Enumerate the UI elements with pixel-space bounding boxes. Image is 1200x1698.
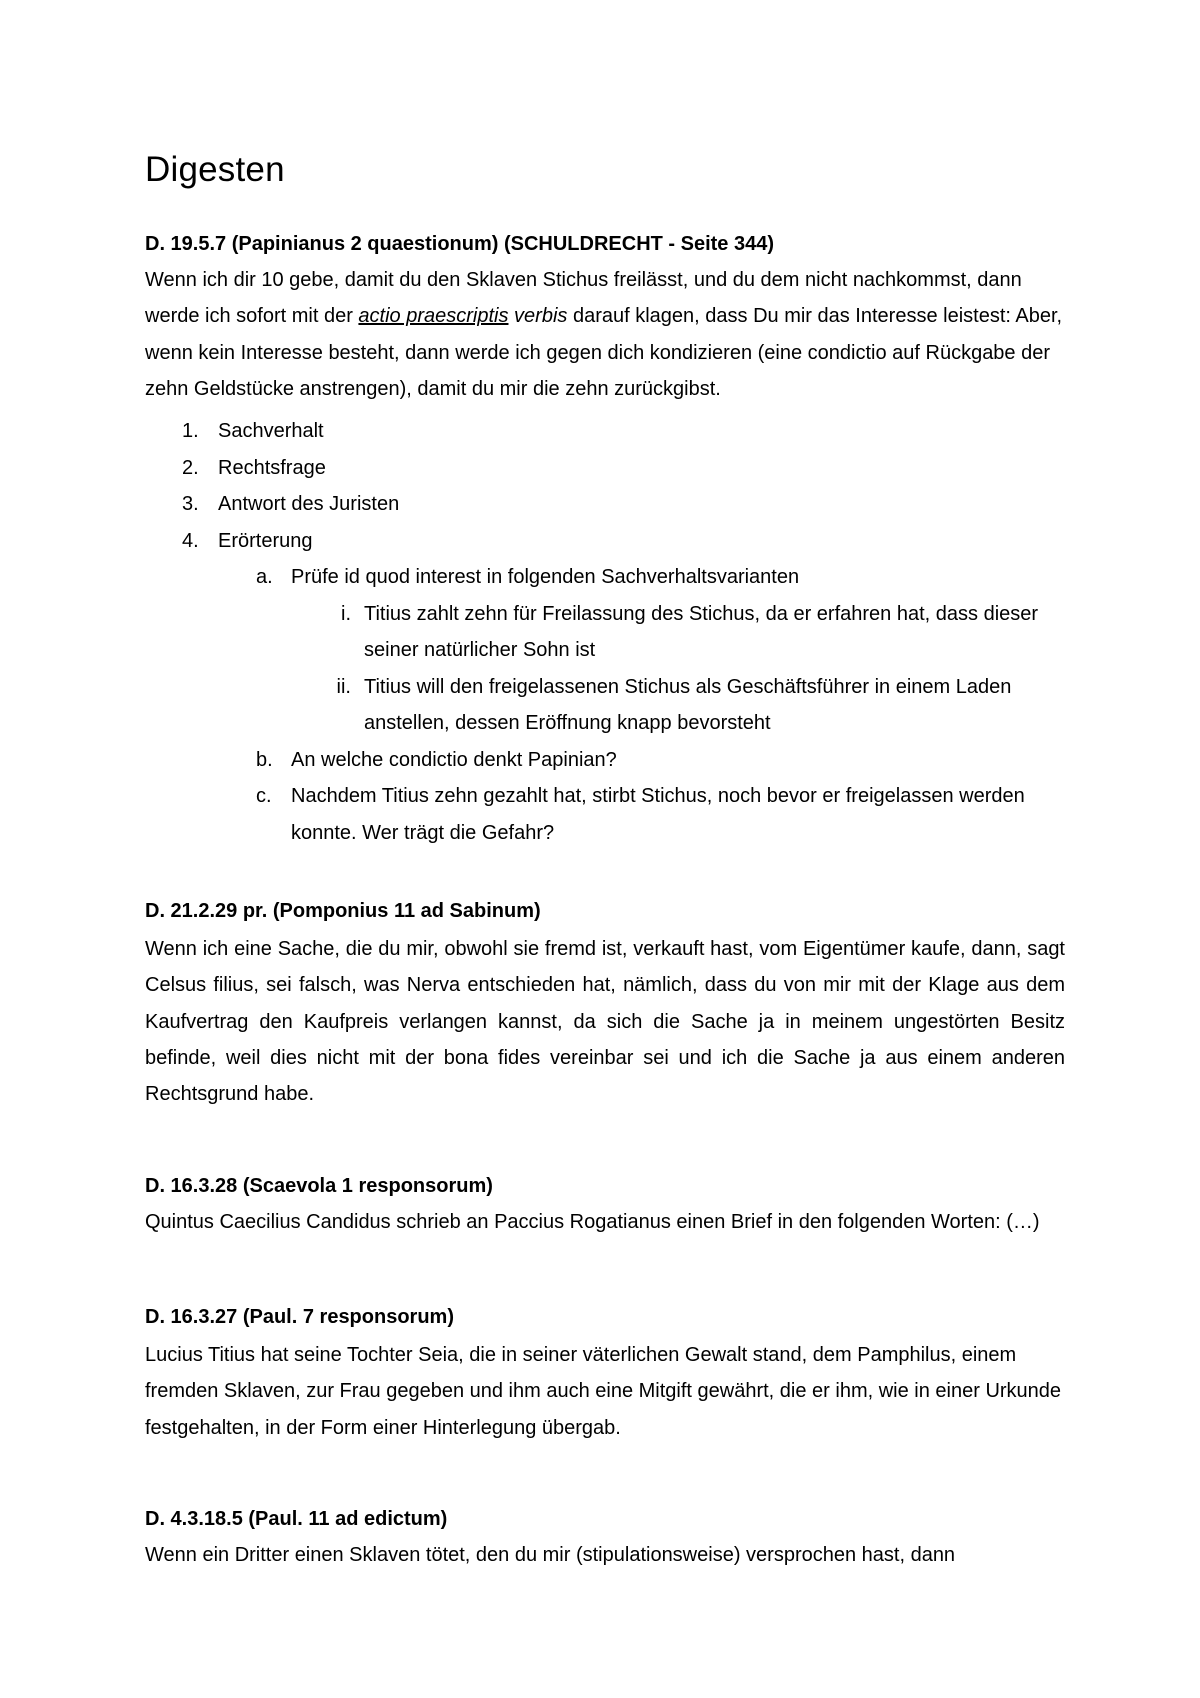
sublist-item xyxy=(145,778,1065,851)
list-marker: 4. xyxy=(182,529,199,552)
list-item xyxy=(145,450,1065,487)
underlined-term: actio praescriptis xyxy=(358,305,509,328)
italic-term: verbis xyxy=(508,305,568,328)
section-heading: D. 4.3.18.5 (Paul. 11 ad edictum) xyxy=(145,1508,448,1530)
list-marker: a. xyxy=(256,566,273,589)
paragraph-text: Wenn ich dir 10 gebe, damit du den Sklaven Stichus freilässt, und du dem nicht nachkommst, dann werde ich sofort mit der xyxy=(145,269,1022,328)
section-d-4-3-18-5 xyxy=(145,1501,1065,1573)
sublist-item xyxy=(145,742,1065,779)
document-title: Digesten xyxy=(145,150,285,189)
list-item-text: An welche condictio denkt Papinian? xyxy=(291,748,617,771)
section-paragraph: Quintus Caecilius Candidus schrieb an Paccius Rogatianus einen Brief in den folgenden Worten: (…) xyxy=(145,1211,1040,1233)
section-d-19-5-7 xyxy=(145,226,1065,851)
list-item-text: Nachdem Titius zehn gezahlt hat, stirbt Stichus, noch bevor er freigelassen werden konnte. Wer trägt die Gefahr? xyxy=(291,785,1025,844)
list-item-text: Titius zahlt zehn für Freilassung des Stichus, da er erfahren hat, dass dieser seiner natürlicher Sohn ist xyxy=(364,602,1039,662)
sublist-item xyxy=(145,559,1065,596)
list-marker: i. xyxy=(341,602,351,625)
list-item xyxy=(145,523,1065,560)
section-d-16-3-28 xyxy=(145,1168,1065,1240)
numbered-list xyxy=(145,413,1065,851)
list-item-text: Rechtsfrage xyxy=(218,456,326,479)
list-item-text: Titius will den freigelassenen Stichus als Geschäftsführer in einem Laden anstellen, dessen Eröffnung knapp bevorsteht xyxy=(364,675,1012,735)
section-paragraph: Lucius Titius hat seine Tochter Seia, die in seiner väterlichen Gewalt stand, dem Pamphilus, einem fremden Sklaven, zur Frau gegeben und ihm auch eine Mitgift gewährt, die er ihm, wie in einer Urkunde festgehalten, in der Form einer Hinterlegung übergab. xyxy=(145,1344,1062,1439)
subsublist-item xyxy=(145,669,1065,742)
list-item-text: Prüfe id quod interest in folgenden Sachverhaltsvarianten xyxy=(291,566,800,589)
section-heading: D. 16.3.27 (Paul. 7 responsorum) xyxy=(145,1306,454,1328)
section-heading: D. 19.5.7 (Papinianus 2 quaestionum) (SCHULDRECHT - Seite 344) xyxy=(145,233,775,255)
section-heading: D. 21.2.29 pr. (Pomponius 11 ad Sabinum) xyxy=(145,900,541,922)
list-marker: 1. xyxy=(182,420,199,443)
list-item-text: Sachverhalt xyxy=(218,420,324,443)
list-item-text: Erörterung xyxy=(218,529,313,552)
section-paragraph: Wenn ich eine Sache, die du mir, obwohl sie fremd ist, verkauft hast, vom Eigentümer kaufe, dann, sagt Celsus filius, sei falsch, was Nerva entschieden hat, nämlich, dass du von mir mit der Klage aus dem Kaufvertrag den Kaufpreis verlangen kannst, da sich die Sache ja in meinem ungestörten Besitz befinde, weil dies nicht mit der bona fides vereinbar sei und ich die Sache ja aus einem anderen Rechtsgrund habe. xyxy=(145,938,1065,1106)
paragraph-text: darauf klagen, dass Du mir das Interesse leistest: Aber, wenn kein Interesse besteht, dann werde ich gegen dich kondizieren (eine condictio auf Rückgabe der zehn Geldstücke anstrengen), damit du mir die zehn zurückgibst. xyxy=(145,305,1063,400)
section-d-16-3-27 xyxy=(145,1299,1065,1446)
subsublist-item xyxy=(145,596,1065,669)
section-d-21-2-29 xyxy=(145,893,1065,1112)
list-item xyxy=(145,486,1065,523)
section-paragraph xyxy=(145,262,1065,407)
list-marker: 3. xyxy=(182,493,199,516)
list-marker: 2. xyxy=(182,456,199,479)
list-item-text: Antwort des Juristen xyxy=(218,493,400,516)
list-marker: ii. xyxy=(336,675,351,698)
section-heading: D. 16.3.28 (Scaevola 1 responsorum) xyxy=(145,1175,493,1197)
list-marker: c. xyxy=(256,785,272,808)
section-paragraph: Wenn ein Dritter einen Sklaven tötet, den du mir (stipulationsweise) versprochen hast, dann xyxy=(145,1544,956,1566)
list-item xyxy=(145,413,1065,450)
list-marker: b. xyxy=(256,748,273,771)
